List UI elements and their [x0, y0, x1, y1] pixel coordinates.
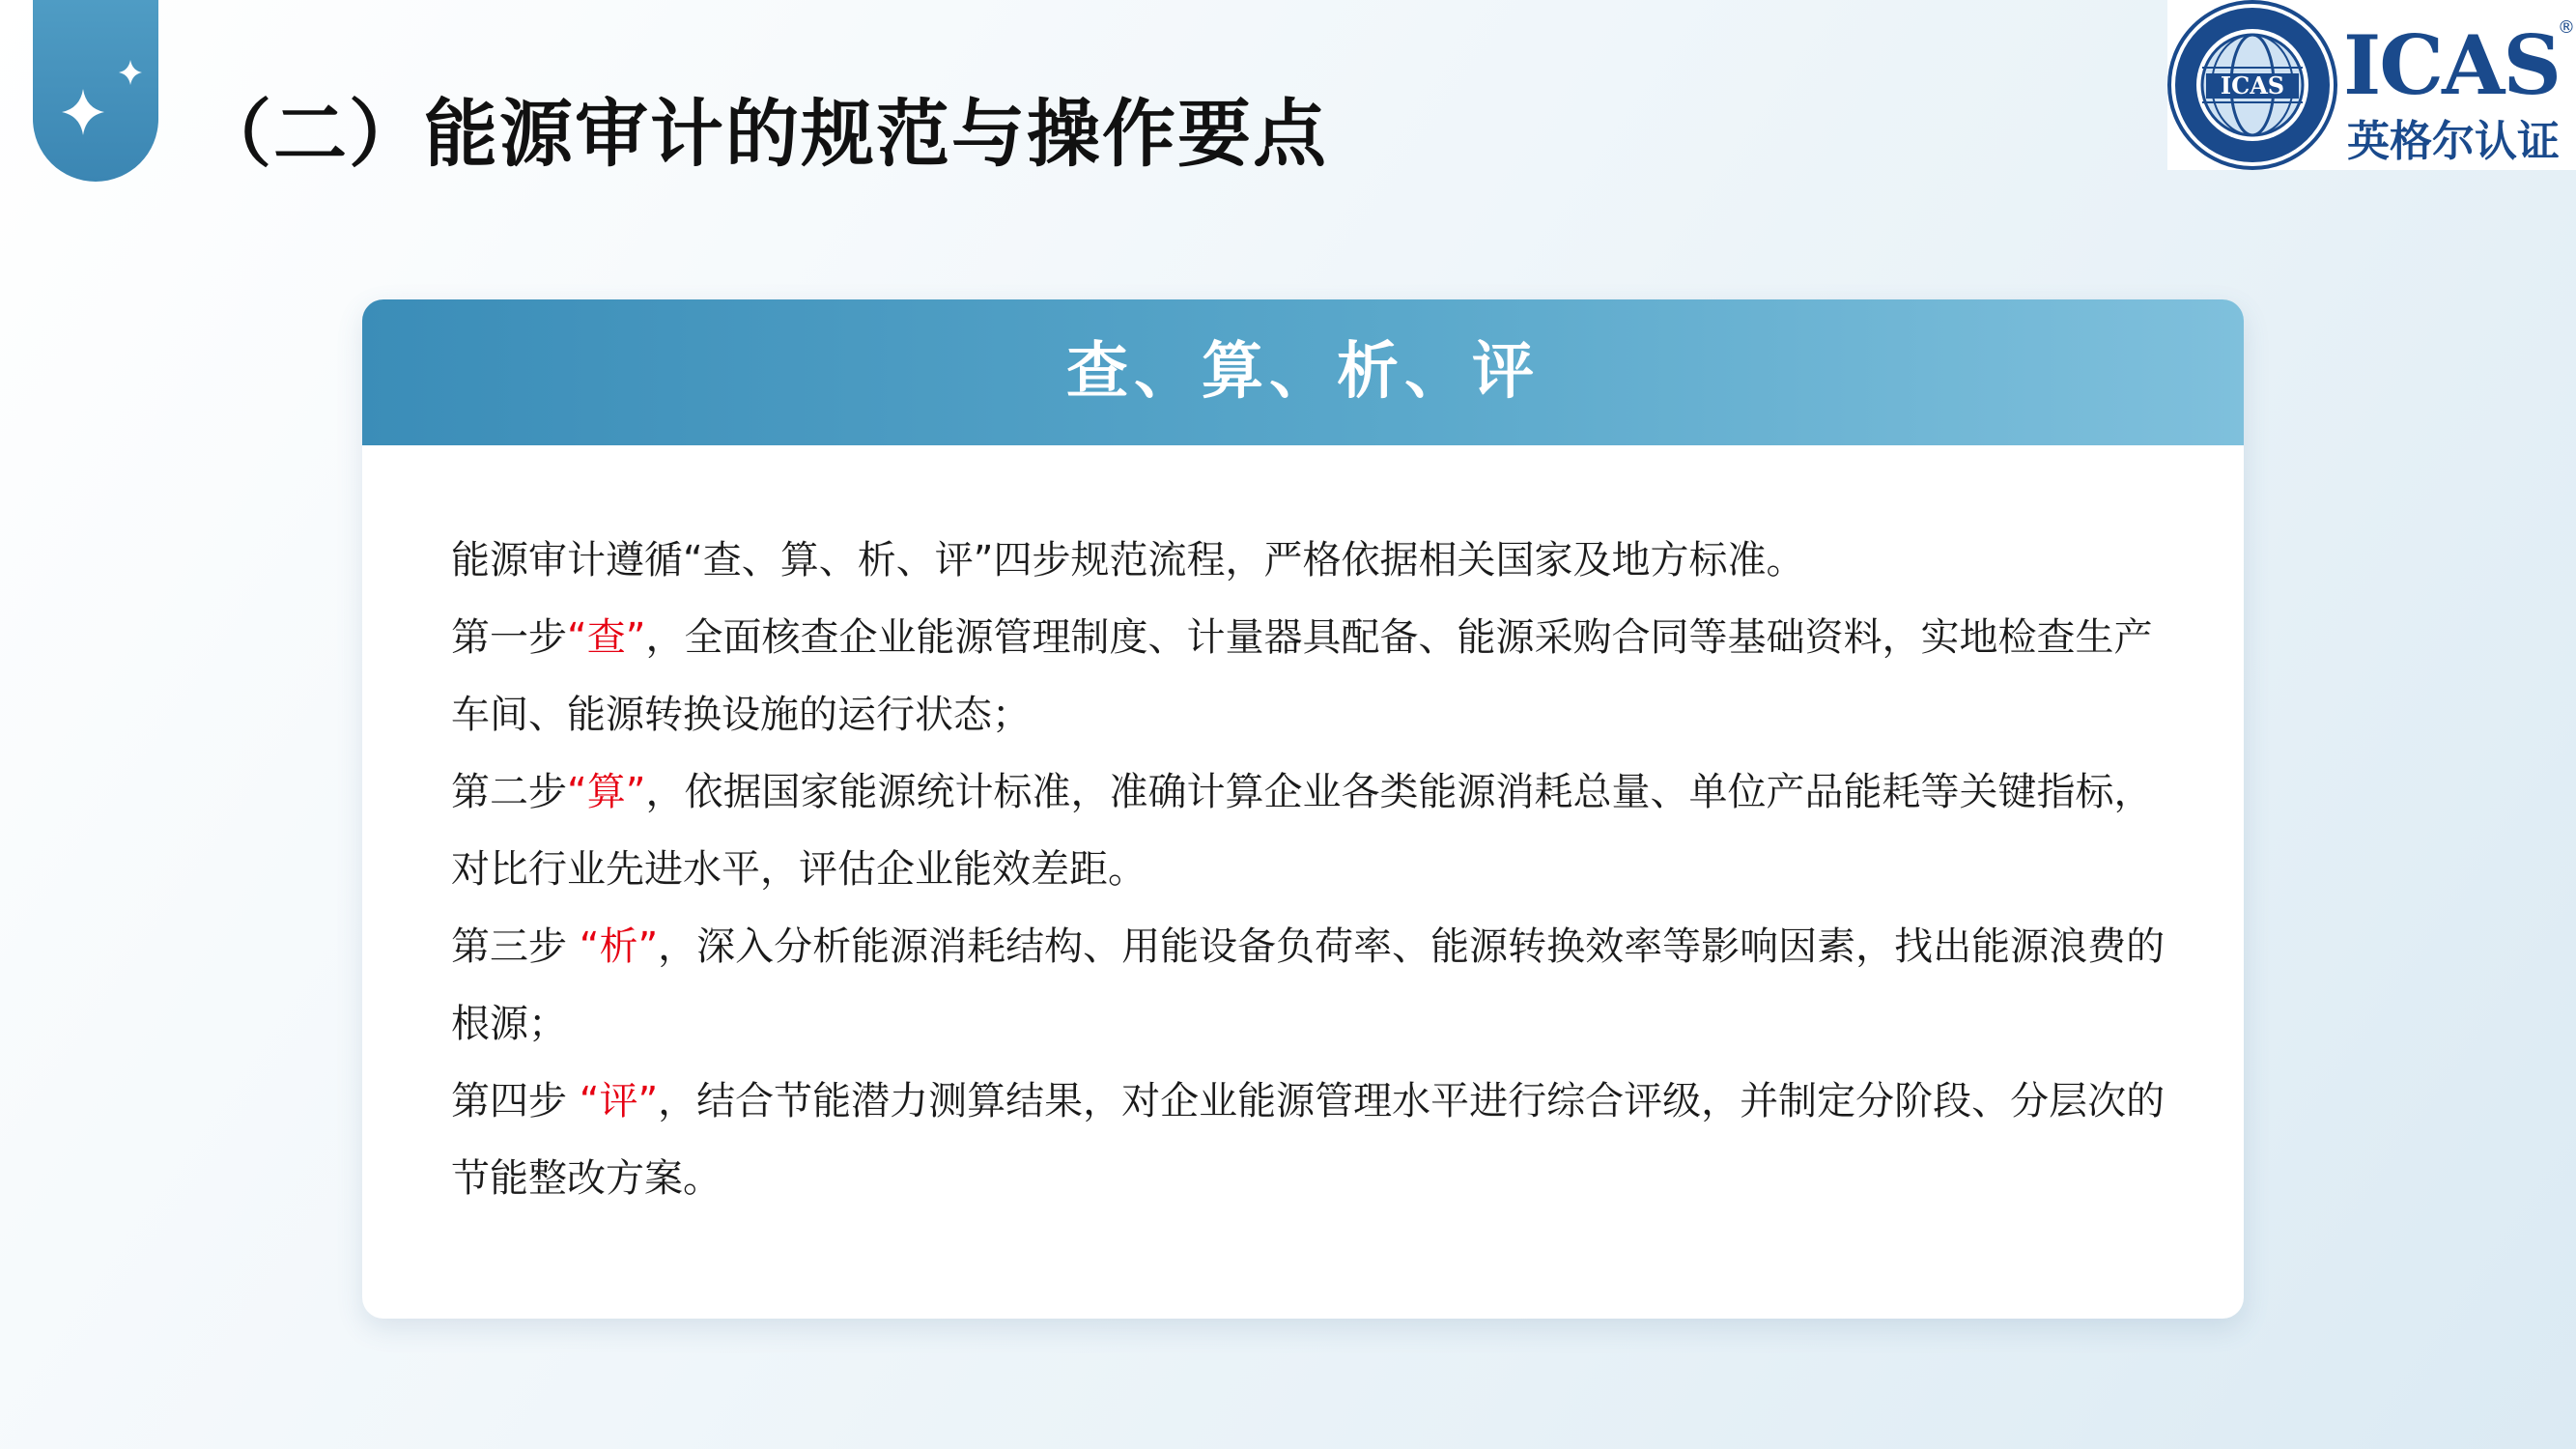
logo-brand: ICAS: [2343, 17, 2560, 113]
logo-name-cn: 英格尔认证: [2347, 117, 2560, 166]
page-title: （二）能源审计的规范与操作要点: [198, 91, 1328, 177]
step-keyword: “析”: [579, 924, 659, 969]
step-paragraph: [451, 908, 2170, 1063]
icas-logo: [2167, 0, 2576, 170]
step-prefix: 第二步: [451, 770, 567, 814]
step-text: ，全面核查企业能源管理制度、计量器具配备、能源采购合同等基础资料，实地检查生产车间、能源转换设施的运行状态；: [451, 615, 2153, 737]
step-keyword: “查”: [567, 615, 646, 660]
step-paragraph: [451, 753, 2170, 908]
card-header: [362, 299, 2244, 445]
seal-brand-text: ICAS: [2220, 71, 2285, 99]
card-heading: 查、算、析、评: [1066, 336, 1540, 408]
registered-mark: ®: [2558, 17, 2575, 38]
globe-seal-icon: [2167, 0, 2341, 170]
sparkle-badge: [33, 0, 158, 182]
step-paragraph: [451, 1063, 2170, 1217]
sparkle-icon: [33, 0, 158, 182]
step-keyword: “算”: [567, 770, 646, 814]
step-keyword: “评”: [579, 1079, 659, 1123]
step-paragraph: [451, 599, 2170, 753]
step-prefix: 第三步: [451, 924, 580, 969]
step-prefix: 第一步: [451, 615, 567, 660]
step-text: ，深入分析能源消耗结构、用能设备负荷率、能源转换效率等影响因素，找出能源浪费的根源；: [451, 924, 2166, 1046]
intro-paragraph: 能源审计遵循“查、算、析、评”四步规范流程，严格依据相关国家及地方标准。: [451, 538, 1805, 582]
step-text: ，结合节能潜力测算结果，对企业能源管理水平进行综合评级，并制定分阶段、分层次的节能整改方案。: [451, 1079, 2166, 1201]
step-prefix: 第四步: [451, 1079, 580, 1123]
card-body: [451, 522, 2170, 1217]
content-card: [362, 299, 2244, 1319]
step-text: ，依据国家能源统计标准，准确计算企业各类能源消耗总量、单位产品能耗等关键指标，对比行业先进水平，评估企业能效差距。: [451, 770, 2153, 892]
